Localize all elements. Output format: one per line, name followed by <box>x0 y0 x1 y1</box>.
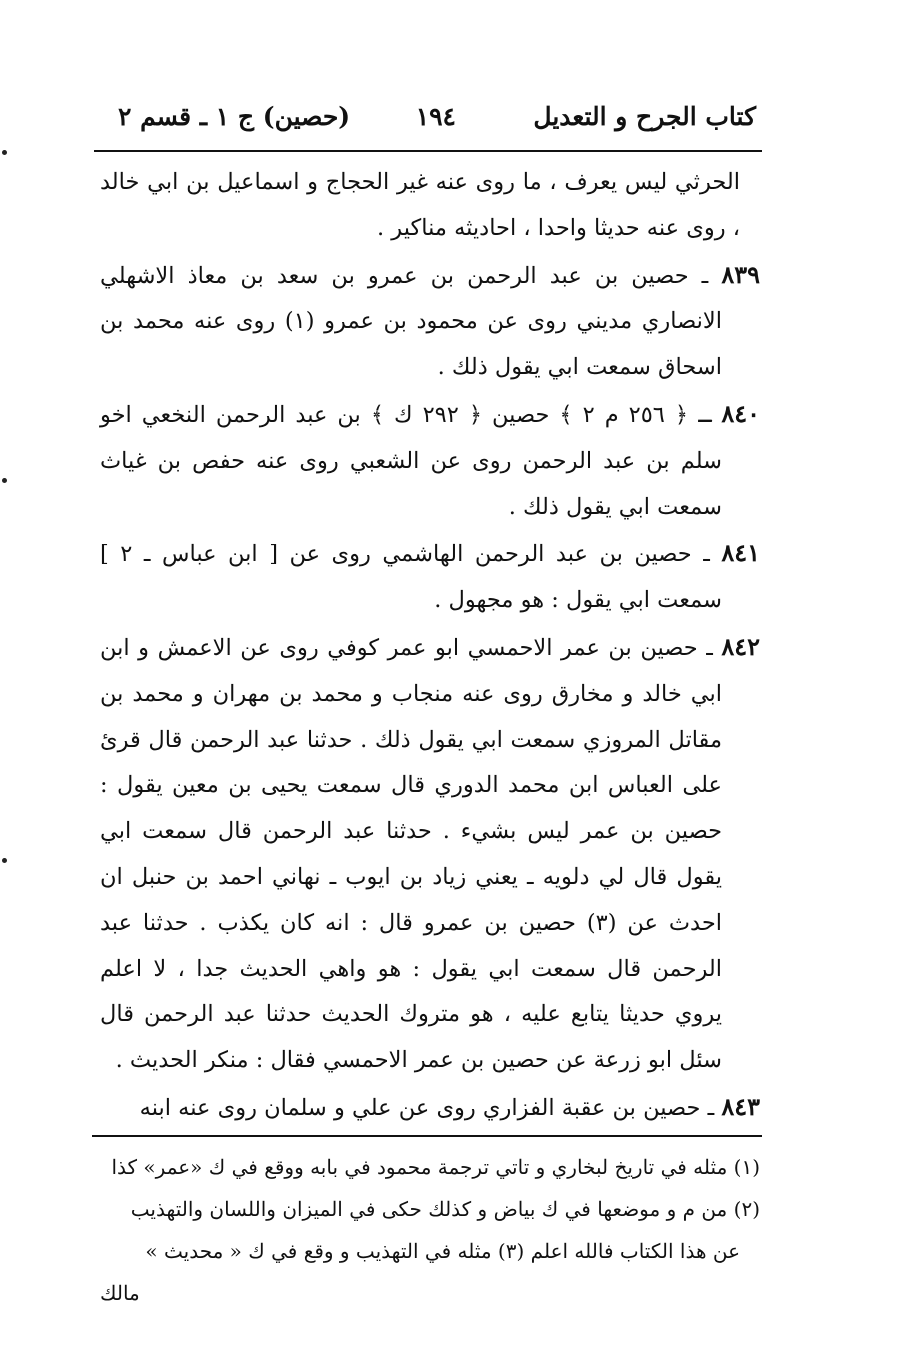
scan-edge-mark <box>2 858 7 863</box>
entry-number: ٨٤٠ <box>721 398 760 428</box>
scan-edge-mark <box>2 478 7 483</box>
header-rule <box>94 150 762 152</box>
entry-text: ﴿ ٢٥٦ م ٢ ﴾ حصين ﴿ ٢٩٢ ك ﴾ بن عبد الرحمن النخعي اخو سلم بن عبد الرحمن روى عن الشعبي روى عنه حفص بن غياث سمعت ابي يقول ذلك . <box>100 401 722 520</box>
scan-edge-mark <box>2 150 7 155</box>
entry-dash: ـ <box>700 1094 715 1121</box>
entry-841 <box>100 530 760 624</box>
entry-dash: ـ <box>697 634 713 661</box>
entry-842 <box>100 624 760 1084</box>
footnote-line: عن هذا الكتاب فالله اعلم (٣) مثله في التهذيب و وقع في ك « محديث » <box>145 1239 740 1263</box>
entry-text: حصين بن عبد الرحمن بن عمرو بن سعد بن معاذ الاشهلي الانصاري مديني روى عن محمود بن عمرو (١) روى عنه محمد بن اسحاق سمعت ابي يقول ذلك . <box>100 262 722 381</box>
footnotes <box>100 1146 760 1314</box>
entry-number: ٨٣٩ <box>721 259 760 289</box>
entry-839 <box>100 252 760 391</box>
page-number: ١٩٤ <box>415 102 456 131</box>
main-text <box>100 160 760 1132</box>
running-header <box>96 96 756 142</box>
entry-number: ٨٤٢ <box>721 631 760 661</box>
footnote-line: (١) مثله في تاريخ لبخاري و تاتي ترجمة محمود في بابه ووقع في ك «عمر» كذا <box>111 1155 760 1179</box>
continuation-paragraph: الحرثي ليس يعرف ، ما روى عنه غير الحجاج و اسماعيل بن ابي خالد ، روى عنه حديثا واحدا ، احاديثه مناكير . <box>100 169 740 241</box>
catchword: مالك <box>100 1281 140 1305</box>
entry-number: ٨٤٣ <box>721 1091 760 1121</box>
entry-text: حصين بن عقبة الفزاري روى عن علي و سلمان روى عنه ابنه <box>139 1094 701 1121</box>
entry-text: حصين بن عبد الرحمن الهاشمي روى عن [ ابن عباس ـ ٢ ] سمعت ابي يقول : هو مجهول . <box>100 541 722 614</box>
footnote-line: (٢) من م و موضعها في ك بياض و كذلك حكى في الميزان واللسان والتهذيب <box>130 1197 760 1221</box>
entry-dash: ـ <box>691 541 710 568</box>
entry-840 <box>100 391 760 530</box>
entry-text: حصين بن عمر الاحمسي ابو عمر كوفي روى عن الاعمش و ابن ابي خالد و مخارق روى عنه منجاب و محمد بن مهران و محمد بن مقاتل المروزي سمعت ابي يقول ذلك . حدثنا عبد الرحمن قال قرئ على العباس ابن محمد الدوري قال سمعت يحيى بن معين يقول : حصين بن عمر ليس بشيء . حدثنا عبد الرحمن قال سمعت ابي يقول قال لي دلويه ـ يعني زياد بن ايوب ـ نهاني احمد بن حنبل ان احدث عن (٣) حصين بن عمرو قال : انه كان يكذب . حدثنا عبد الرحمن قال سمعت ابي يقول : هو واهي الحديث جدا ، لا اعلم يروي حديثا يتابع عليه ، هو متروك الحديث حدثنا عبد الرحمن قال سئل ابو زرعة عن حصين بن عمر الاحمسي فقال : منكر الحديث . <box>100 634 722 1074</box>
entry-dash: ـ <box>688 262 709 289</box>
volume-section: (حصين) ج ١ ـ قسم ٢ <box>118 102 351 131</box>
footnote-rule <box>92 1135 762 1137</box>
book-title: كتاب الجرح و التعديل <box>533 102 756 131</box>
entry-number: ٨٤١ <box>721 538 760 568</box>
entry-dash: ـ <box>688 401 712 428</box>
entry-843 <box>100 1084 760 1132</box>
